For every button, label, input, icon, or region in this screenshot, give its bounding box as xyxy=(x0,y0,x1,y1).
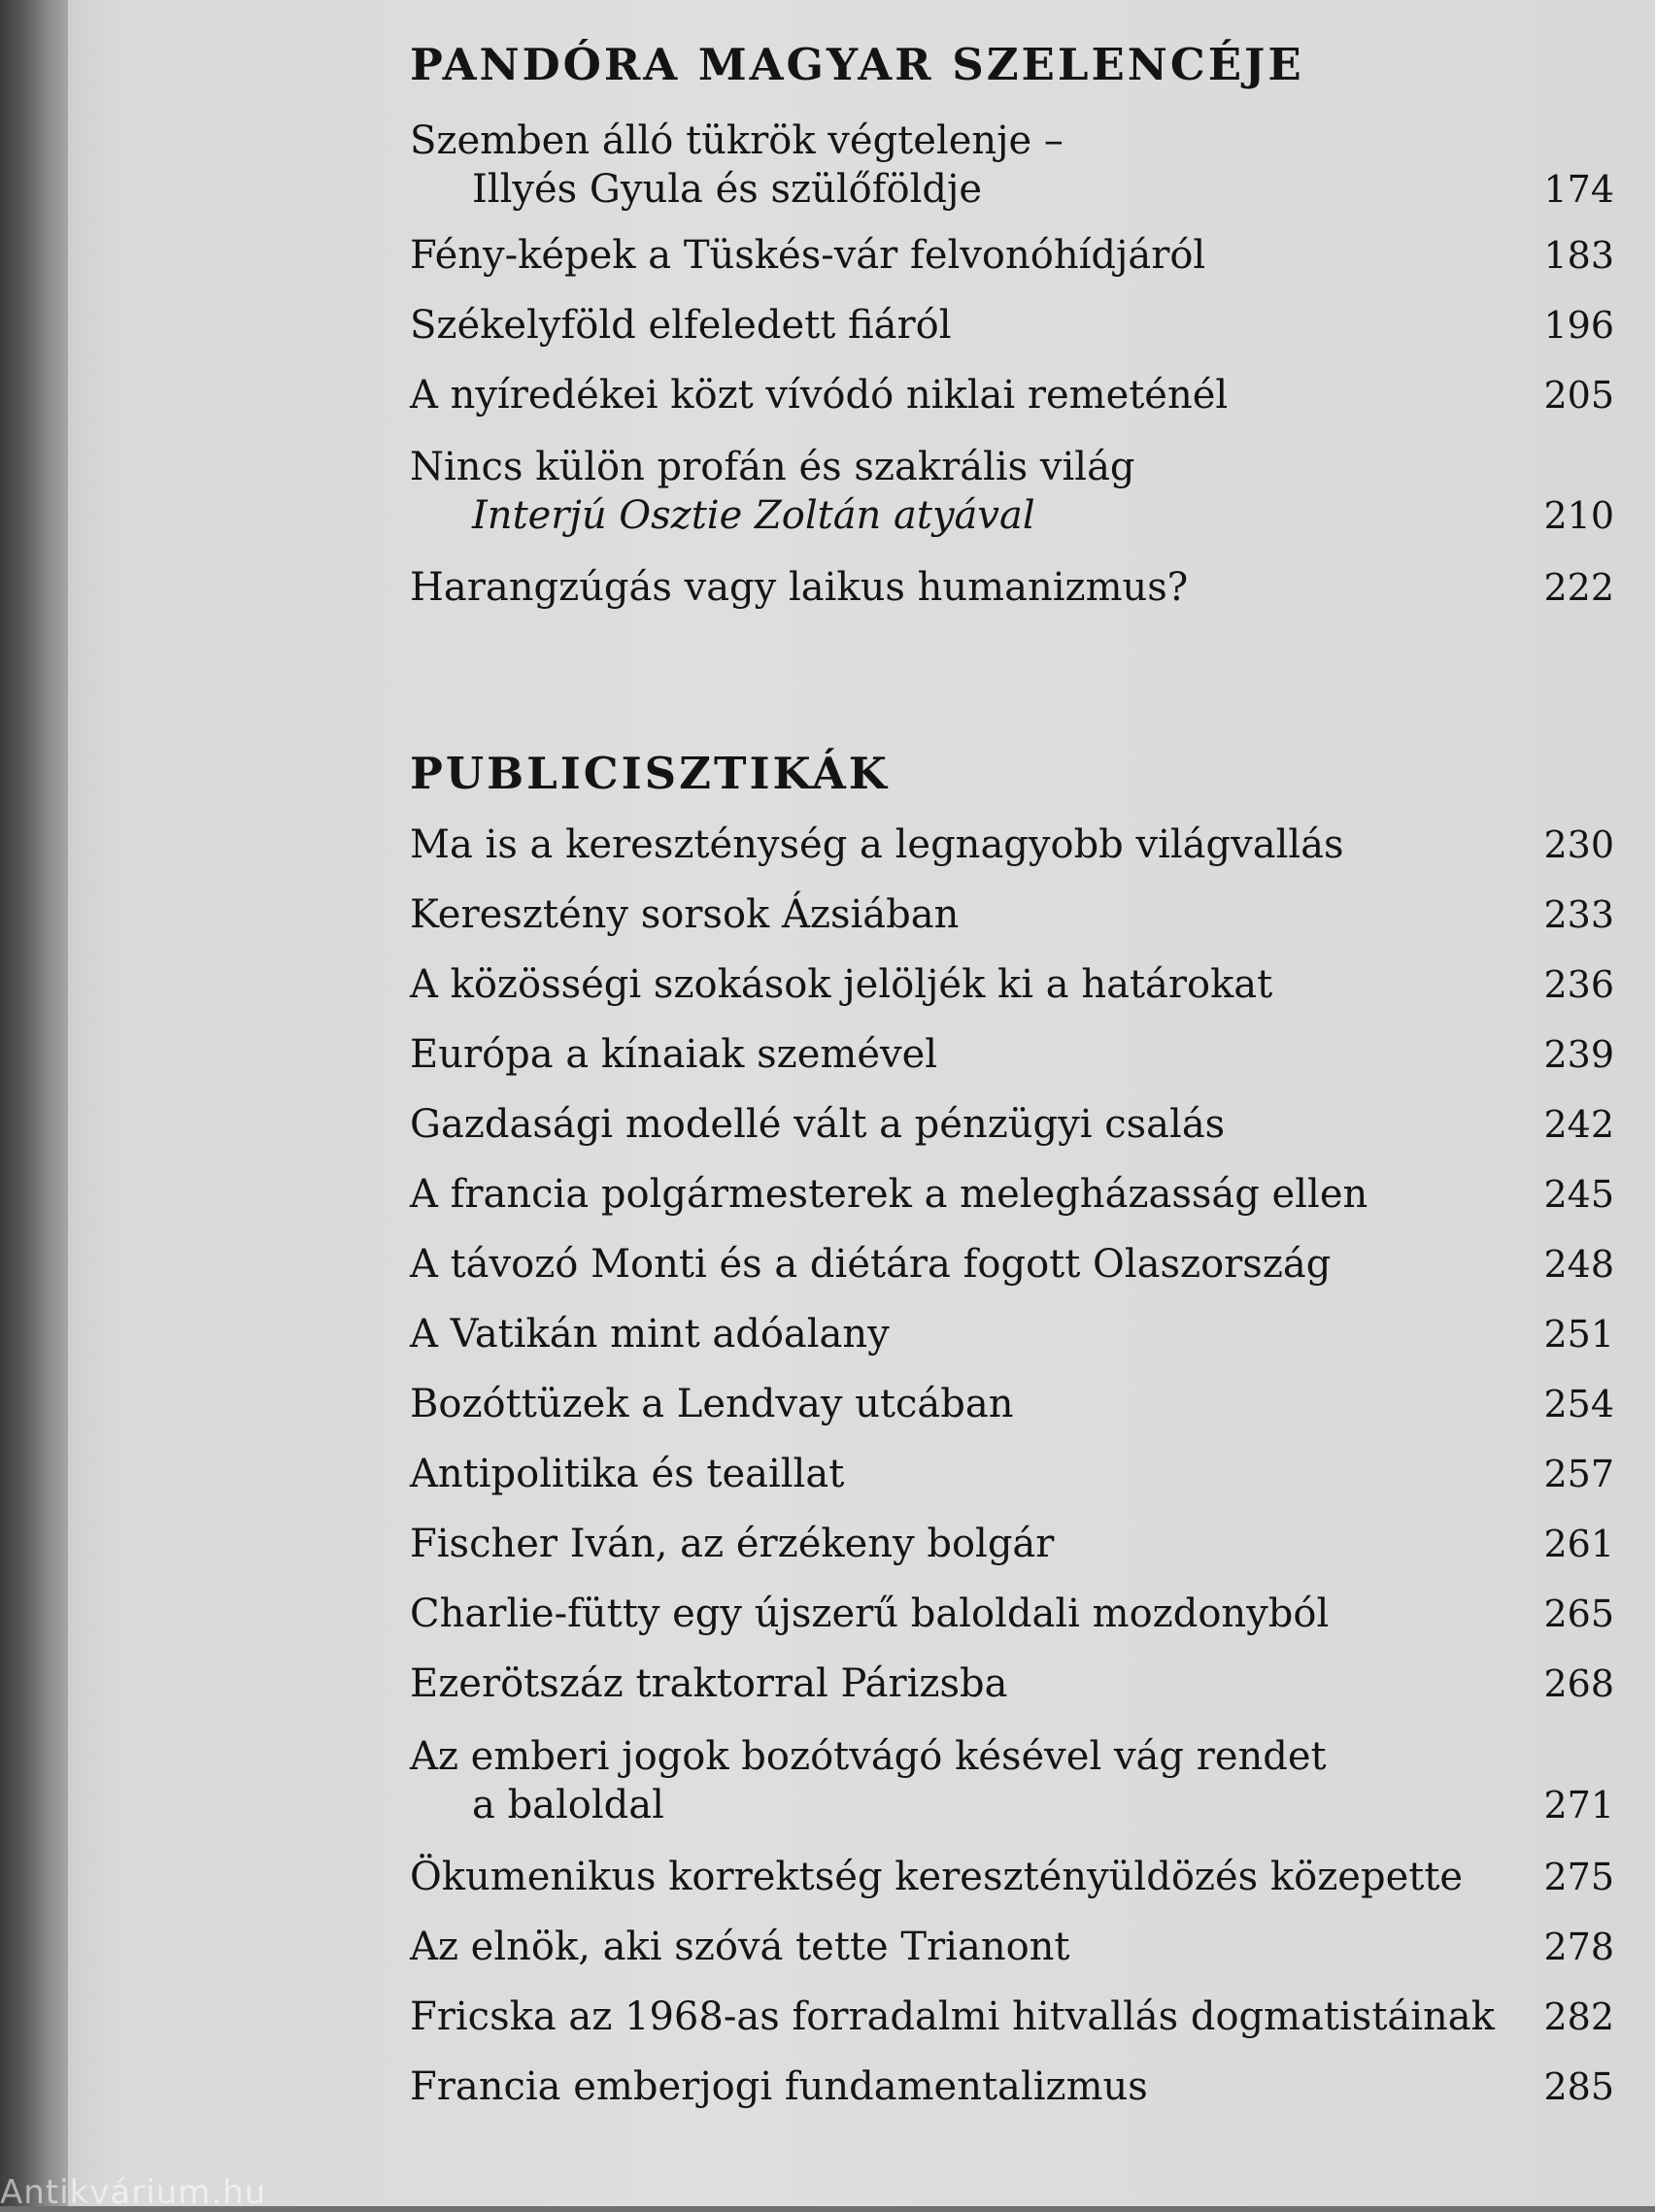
toc-entry xyxy=(410,371,1614,419)
toc-entry xyxy=(410,1170,1614,1219)
entry-title: Fischer Iván, az érzékeny bolgár xyxy=(410,1522,1055,1566)
toc-entry xyxy=(410,1380,1614,1428)
entry-title: A nyíredékei közt vívódó niklai remeténél xyxy=(410,373,1229,418)
page-number: 210 xyxy=(1543,494,1614,537)
entry-title: Gazdasági modellé vált a pénzügyi csalás xyxy=(410,1102,1226,1147)
page-number: 251 xyxy=(1543,1313,1614,1356)
section-title-publicisztikak: PUBLICISZTIKÁK xyxy=(410,748,890,799)
entry-title: Nincs külön profán és szakrális világ xyxy=(410,445,1135,489)
toc-entry xyxy=(410,117,1614,214)
toc-entry xyxy=(410,231,1614,280)
entry-title: Antipolitika és teaillat xyxy=(410,1452,845,1496)
page-number: 268 xyxy=(1543,1662,1614,1705)
toc-entry xyxy=(410,1520,1614,1568)
toc-entry xyxy=(410,443,1614,540)
section-title-pandora: PANDÓRA MAGYAR SZELENCÉJE xyxy=(410,39,1304,90)
toc-entry xyxy=(410,1659,1614,1708)
toc-entry xyxy=(410,1100,1614,1149)
page-number: 278 xyxy=(1543,1926,1614,1968)
toc-entry xyxy=(410,960,1614,1009)
entry-title: A közösségi szokások jelöljék ki a határokat xyxy=(410,962,1273,1007)
entry-title: Ökumenikus korrektség keresztényüldözés közepette xyxy=(410,1855,1464,1899)
page-number: 271 xyxy=(1543,1784,1614,1827)
page-number: 222 xyxy=(1543,566,1614,609)
toc-entry xyxy=(410,821,1614,869)
entry-title: Fricska az 1968-as forradalmi hitvallás dogmatistáinak xyxy=(410,1994,1495,2039)
entry-title: Székelyföld elfeledett fiáról xyxy=(410,303,952,348)
entry-subtitle: Interjú Osztie Zoltán atyával xyxy=(472,493,1035,538)
entry-title: Európa a kínaiak szemével xyxy=(410,1032,938,1077)
page-number: 183 xyxy=(1543,234,1614,277)
entry-title: Keresztény sorsok Ázsiában xyxy=(410,892,960,937)
entry-title: A francia polgármesterek a melegházasság ellen xyxy=(410,1172,1368,1217)
toc-entry xyxy=(410,301,1614,350)
toc-entry xyxy=(410,890,1614,939)
page-number: 282 xyxy=(1543,1995,1614,2038)
entry-title: Bozóttüzek a Lendvay utcában xyxy=(410,1382,1014,1426)
entry-title: Ezerötszáz traktorral Párizsba xyxy=(410,1661,1008,1706)
entry-title: Szemben álló tükrök végtelenje – xyxy=(410,118,1064,163)
book-spine-shadow xyxy=(0,0,68,2206)
entry-title: Ma is a kereszténység a legnagyobb világvallás xyxy=(410,822,1344,867)
toc-entry xyxy=(410,1993,1614,2041)
page-number: 265 xyxy=(1543,1592,1614,1635)
table-of-contents xyxy=(342,0,1614,2206)
page-number: 230 xyxy=(1543,823,1614,866)
toc-entry xyxy=(410,1310,1614,1358)
page-number: 236 xyxy=(1543,963,1614,1006)
toc-entry xyxy=(410,1030,1614,1079)
toc-entry xyxy=(410,2062,1614,2111)
page-number: 245 xyxy=(1543,1173,1614,1216)
entry-title: A Vatikán mint adóalany xyxy=(410,1312,890,1357)
watermark-text: Antikvárium.hu xyxy=(0,2173,267,2212)
toc-entry xyxy=(410,1853,1614,1901)
page-number: 233 xyxy=(1543,893,1614,936)
page-number: 239 xyxy=(1543,1033,1614,1076)
entry-title: Harangzúgás vagy laikus humanizmus? xyxy=(410,565,1189,610)
page-number: 174 xyxy=(1543,168,1614,211)
entry-title: Francia emberjogi fundamentalizmus xyxy=(410,2064,1148,2109)
page-number: 242 xyxy=(1543,1103,1614,1146)
page-number: 205 xyxy=(1543,374,1614,417)
toc-entry xyxy=(410,1732,1614,1829)
toc-entry xyxy=(410,563,1614,612)
toc-entry xyxy=(410,1450,1614,1498)
entry-title: Az elnök, aki szóvá tette Trianont xyxy=(410,1925,1070,1969)
entry-title: Fény-képek a Tüskés-vár felvonóhídjáról xyxy=(410,233,1206,278)
toc-entry xyxy=(410,1923,1614,1971)
page-number: 285 xyxy=(1543,2065,1614,2108)
toc-entry xyxy=(410,1590,1614,1638)
page-number: 254 xyxy=(1543,1383,1614,1425)
page-number: 275 xyxy=(1543,1856,1614,1898)
toc-entry xyxy=(410,1240,1614,1289)
entry-title: Charlie-fütty egy újszerű baloldali mozdonyból xyxy=(410,1592,1330,1636)
page-number: 261 xyxy=(1543,1523,1614,1565)
book-page xyxy=(68,0,1655,2206)
page-number: 196 xyxy=(1543,304,1614,347)
page-number: 257 xyxy=(1543,1453,1614,1495)
entry-subtitle: a baloldal xyxy=(472,1783,664,1827)
entry-title: Az emberi jogok bozótvágó késével vág rendet xyxy=(410,1734,1327,1779)
page-number: 248 xyxy=(1543,1243,1614,1286)
entry-subtitle: Illyés Gyula és szülőföldje xyxy=(472,167,983,212)
entry-title: A távozó Monti és a diétára fogott Olaszország xyxy=(410,1242,1332,1287)
